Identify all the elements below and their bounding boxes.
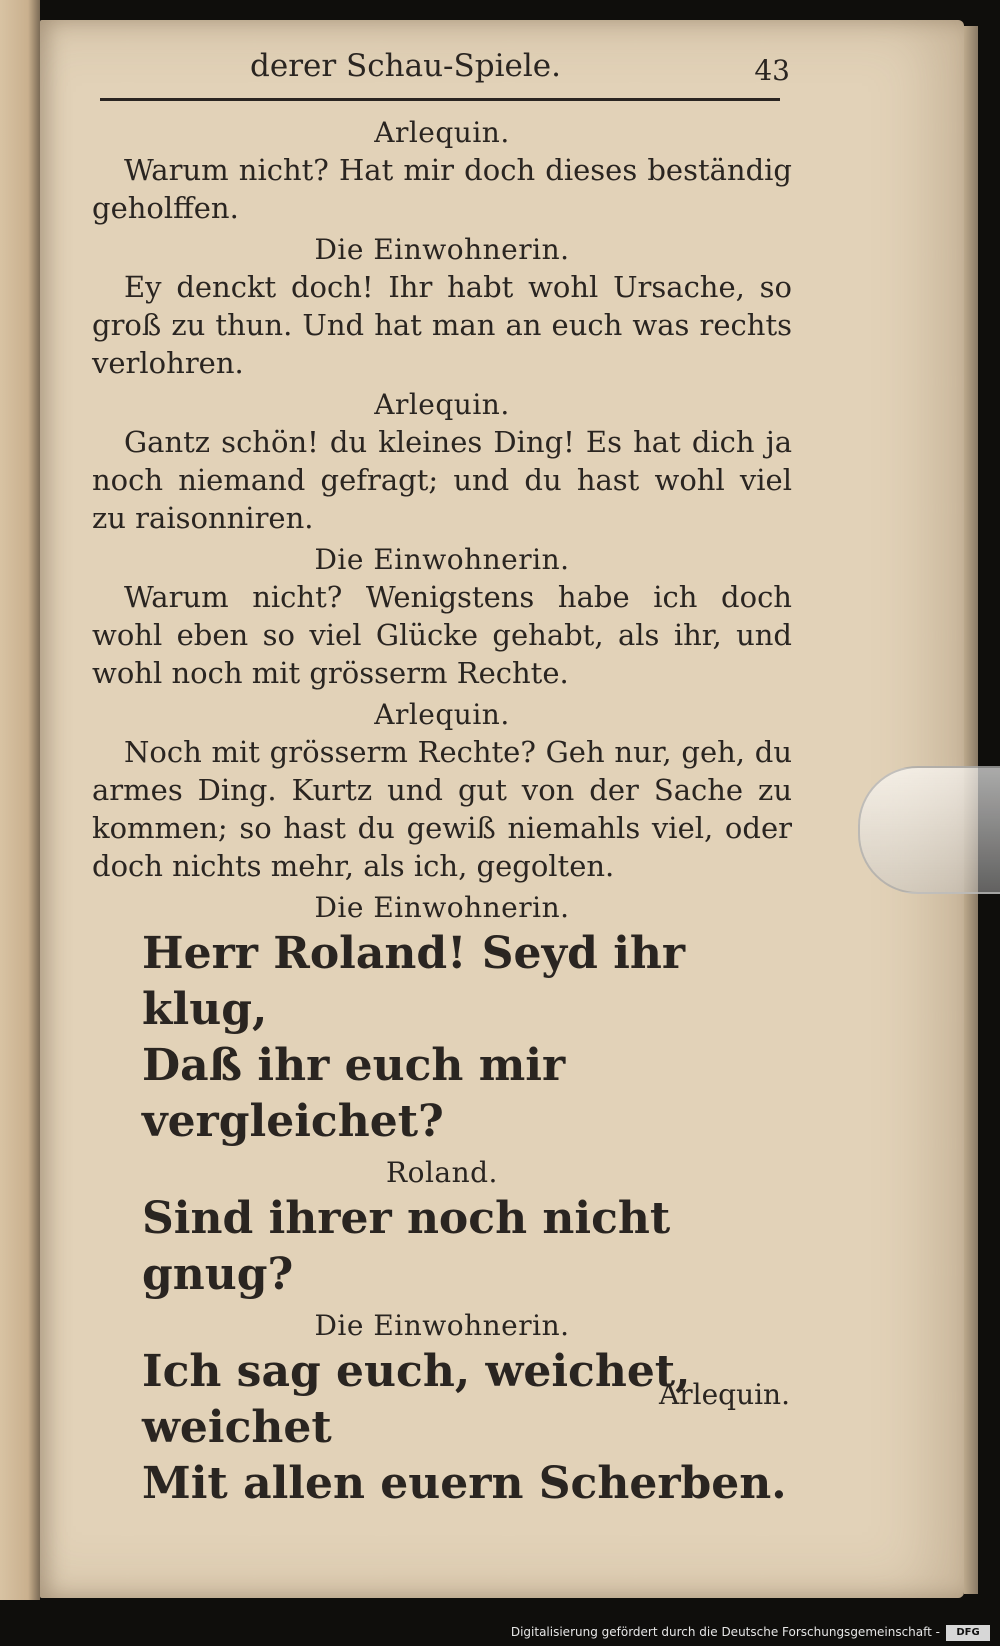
dialogue-block <box>92 543 792 692</box>
adjacent-page-edge <box>0 0 40 1600</box>
verse-text <box>142 1191 792 1303</box>
dialogue-block <box>92 698 792 885</box>
speaker-name: Roland. <box>386 1156 498 1189</box>
speech-text: Warum nicht? Wenigstens habe ich doch wohl eben so viel Glücke gehabt, als ihr, und wohl noch mit grösserm Rechte. <box>92 580 792 690</box>
page-clip <box>858 766 1000 894</box>
speaker-name: Die Einwohnerin. <box>314 891 570 924</box>
speaker-name: Die Einwohnerin. <box>314 1309 570 1342</box>
verse-line: Herr Roland! Seyd ihr klug, <box>142 928 686 1035</box>
page-header <box>100 40 790 100</box>
page-number: 43 <box>754 54 790 87</box>
speech-text: Gantz schön! du kleines Ding! Es hat dich ja noch niemand gefragt; und du hast wohl viel zu raisonniren. <box>92 425 792 535</box>
verse-text <box>142 1344 792 1512</box>
dfg-logo: DFG <box>946 1625 990 1641</box>
verse-line: Mit allen euern Scherben. <box>142 1458 787 1509</box>
dialogue-block <box>92 388 792 537</box>
page-body <box>92 110 792 1514</box>
speech-text: Noch mit grösserm Rechte? Geh nur, geh, du armes Ding. Kurtz und gut von der Sache zu kommen; so hast du gewiß niemahls viel, oder doch nichts mehr, als ich, gegolten. <box>92 735 792 883</box>
speech-text: Ey denckt doch! Ihr habt wohl Ursache, so groß zu thun. Und hat man an euch was rechts verlohren. <box>92 270 792 380</box>
speaker-name: Die Einwohnerin. <box>314 233 570 266</box>
dialogue-block <box>92 116 792 227</box>
verse-text <box>142 926 792 1150</box>
verse-line: Sind ihrer noch nicht gnug? <box>142 1193 671 1300</box>
speaker-name: Arlequin. <box>374 116 510 149</box>
digitization-footer <box>0 1622 1000 1646</box>
funding-credit: Digitalisierung gefördert durch die Deutsche Forschungsgemeinschaft - <box>510 1625 940 1639</box>
speaker-name: Arlequin. <box>374 388 510 421</box>
verse-line: Daß ihr euch mir vergleichet? <box>142 1040 566 1147</box>
dialogue-block <box>92 233 792 382</box>
verse-block <box>92 891 792 1150</box>
header-rule <box>100 98 780 101</box>
speech-text: Warum nicht? Hat mir doch dieses beständig geholffen. <box>92 153 792 225</box>
speaker-name: Die Einwohnerin. <box>314 543 570 576</box>
speaker-name: Arlequin. <box>374 698 510 731</box>
running-title: derer Schau-Spiele. <box>250 48 561 84</box>
catchword: Arlequin. <box>659 1378 790 1411</box>
verse-line: Ich sag euch, weichet, weichet <box>142 1346 691 1453</box>
verse-block <box>92 1156 792 1303</box>
